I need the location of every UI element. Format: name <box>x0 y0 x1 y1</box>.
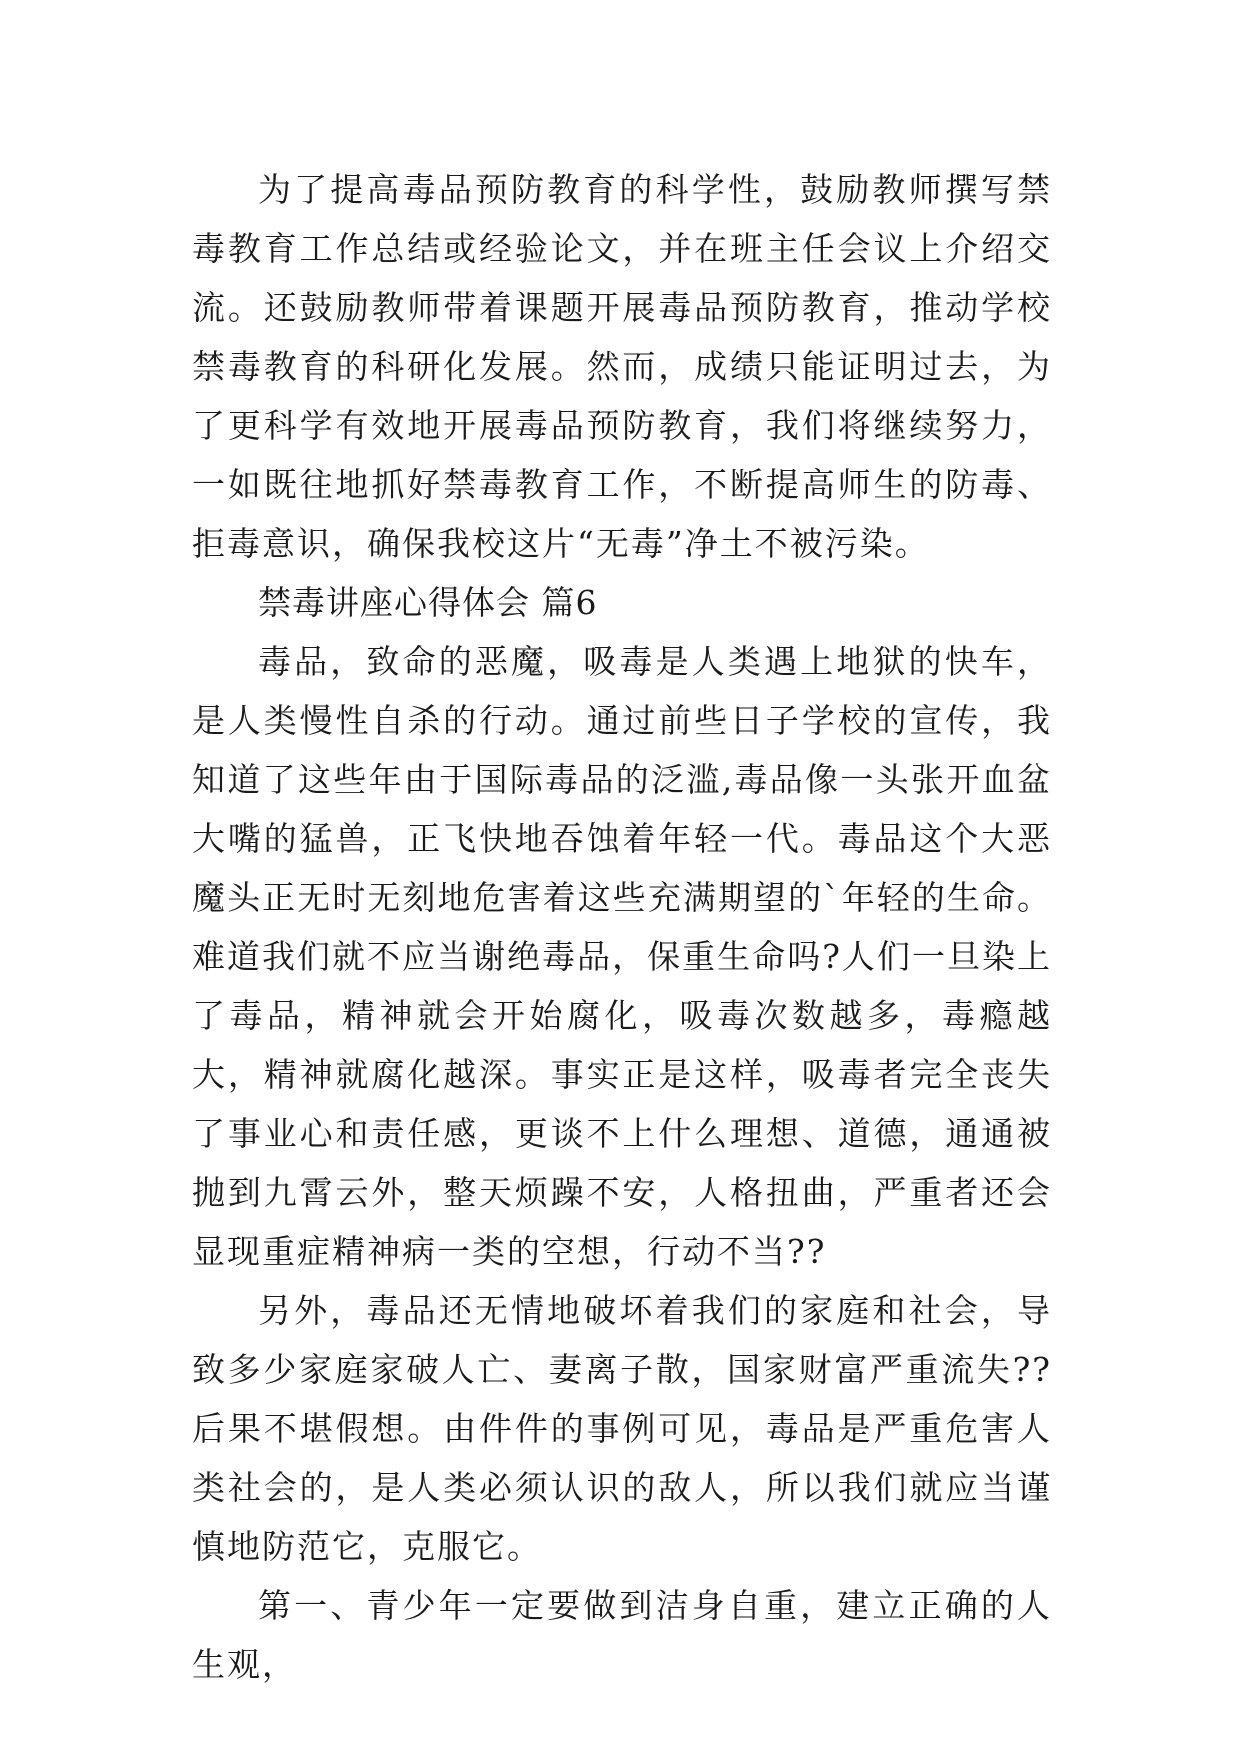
paragraph-society-harm: 另外，毒品还无情地破坏着我们的家庭和社会，导致多少家庭家破人亡、妻离子散，国家财富严重流失??后果不堪假想。由件件的事例可见，毒品是严重危害人类社会的，是人类必须认识的敌人，所以我们就应当谨慎地防范它，克服它。 <box>192 1291 1052 1566</box>
section-heading: 禁毒讲座心得体会 篇6 <box>258 583 598 622</box>
paragraph-intro: 为了提高毒品预防教育的科学性，鼓励教师撰写禁毒教育工作总结或经验论文，并在班主任会议上介绍交流。还鼓励教师带着课题开展毒品预防教育，推动学校禁毒教育的科研化发展。然而，成绩只能证明过去，为了更科学有效地开展毒品预防教育，我们将继续努力，一如既往地抓好禁毒教育工作，不断提高师生的防毒、拒毒意识，确保我校这片“无毒”净土不被污染。 <box>192 170 1052 563</box>
document-body <box>192 160 1052 1694</box>
paragraph-drugs-intro: 毒品，致命的恶魔，吸毒是人类遇上地狱的快车，是人类慢性自杀的行动。通过前些日子学校的宣传，我知道了这些年由于国际毒品的泛滥,毒品像一头张开血盆大嘴的猛兽，正飞快地吞蚀着年轻一代。毒品这个大恶魔头正无时无刻地危害着这些充满期望的`年轻的生命。难道我们就不应当谢绝毒品，保重生命吗?人们一旦染上了毒品，精神就会开始腐化，吸毒次数越多，毒瘾越大，精神就腐化越深。事实正是这样，吸毒者完全丧失了事业心和责任感，更谈不上什么理想、道德，通通被抛到九霄云外，整天烦躁不安，人格扭曲，严重者还会显现重症精神病一类的空想，行动不当?? <box>192 642 1052 1271</box>
paragraph-first-point: 第一、青少年一定要做到洁身自重，建立正确的人生观， <box>192 1586 1052 1684</box>
